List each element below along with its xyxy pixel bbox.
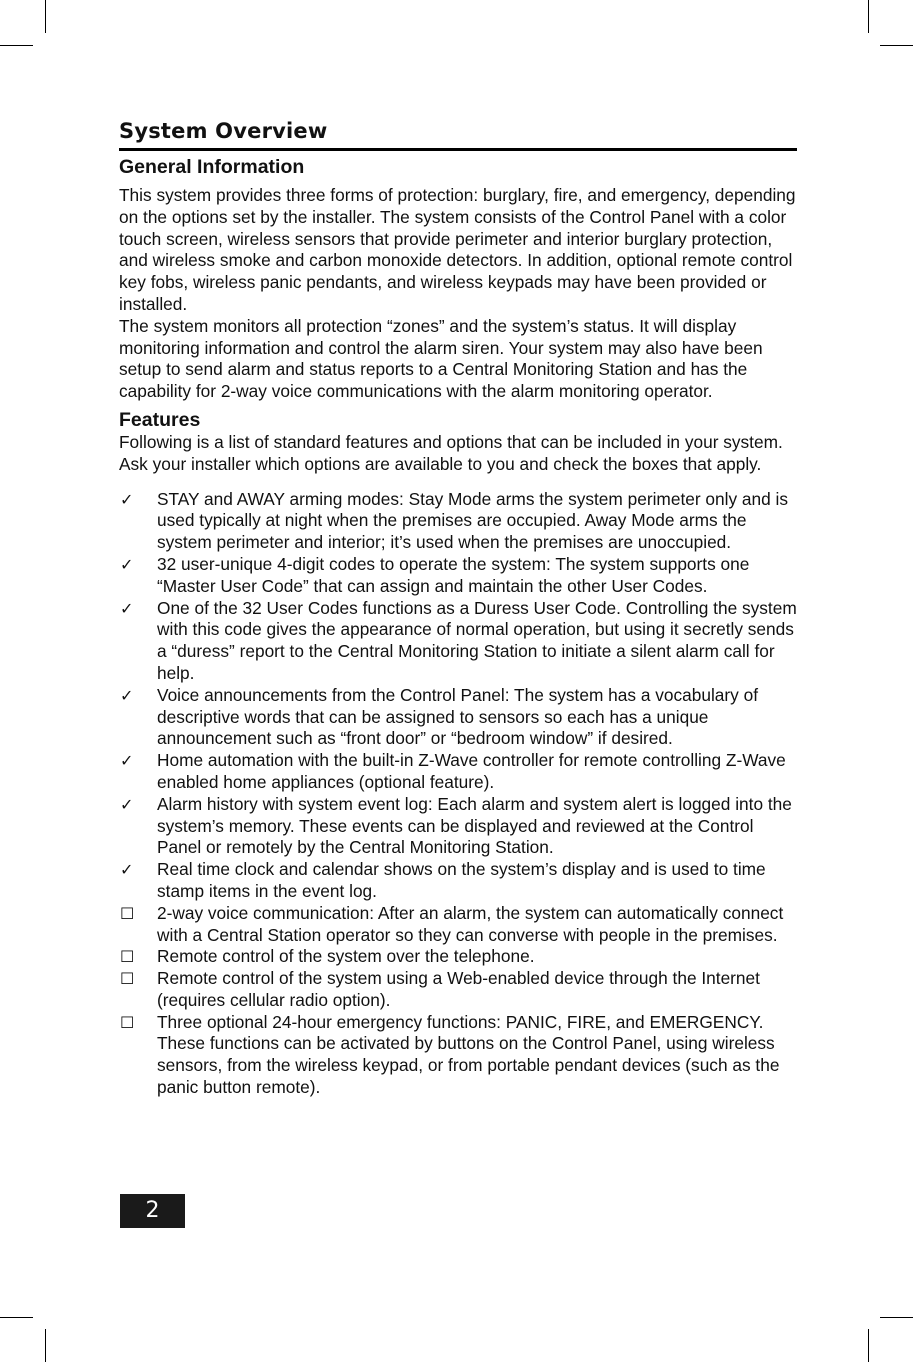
feature-text: Alarm history with system event log: Each alarm and system alert is logged into the system’s memory. These events can be displayed and reviewed at the Control Panel or remotely by the Central Monitoring Station. <box>157 793 792 858</box>
feature-list <box>119 489 797 1099</box>
list-item <box>119 598 797 685</box>
list-item <box>119 903 797 947</box>
feature-text: Remote control of the system over the telephone. <box>157 946 535 967</box>
crop-mark <box>0 45 33 46</box>
list-item <box>119 685 797 750</box>
checkmark-icon: ✓ <box>120 598 134 618</box>
feature-text: Home automation with the built-in Z-Wave controller for remote controlling Z-Wave enabled home appliances (optional feature). <box>157 750 786 792</box>
general-information-heading: General Information <box>119 156 305 178</box>
crop-mark <box>45 0 46 33</box>
list-item <box>119 946 797 968</box>
feature-text: STAY and AWAY arming modes: Stay Mode arms the system perimeter only and is used typically at night when the premises are occupied. Away Mode arms the system perimeter and interior; it’s used when the premises are unoccupied. <box>157 488 789 553</box>
checkmark-icon: ✓ <box>120 554 134 574</box>
feature-text: Three optional 24-hour emergency functions: PANIC, FIRE, and EMERGENCY. These functions can be activated by buttons on the Control Panel, using wireless sensors, from the wireless keypad, or from portable pendant devices (such as the panic button remote). <box>157 1011 780 1098</box>
feature-text: Real time clock and calendar shows on the system’s display and is used to time stamp items in the event log. <box>157 859 766 901</box>
crop-mark <box>868 0 869 33</box>
checkbox-icon: ☐ <box>120 969 135 989</box>
page-title: System Overview <box>119 119 328 143</box>
features-heading: Features <box>119 408 201 431</box>
list-item <box>119 1012 797 1099</box>
title-rule <box>119 148 797 151</box>
list-item <box>119 859 797 903</box>
page-number: 2 <box>120 1194 185 1228</box>
feature-text: One of the 32 User Codes functions as a Duress User Code. Controlling the system with this code gives the appearance of normal operation, but using it secretly sends a “duress” report to the Central Monitoring Station to initiate a silent alarm call for help. <box>157 597 797 683</box>
checkmark-icon: ✓ <box>120 685 134 705</box>
crop-mark <box>880 1317 913 1318</box>
checkbox-icon: ☐ <box>120 1012 135 1032</box>
checkmark-icon: ✓ <box>120 860 134 880</box>
general-paragraph-1: This system provides three forms of protection: burglary, fire, and emergency, depending on the options set by the installer. The system consists of the Control Panel with a color touch screen, wireless sensors that provide perimeter and interior burglary protection, and wireless smoke and carbon monoxide detectors. In addition, optional remote control key fobs, wireless panic pendants, and wireless keypads may have been provided or installed. <box>119 185 796 314</box>
crop-mark <box>868 1329 869 1362</box>
crop-mark <box>45 1329 46 1362</box>
list-item <box>119 489 797 554</box>
list-item <box>119 750 797 794</box>
list-item <box>119 968 797 1012</box>
checkmark-icon: ✓ <box>120 794 134 814</box>
list-item <box>119 794 797 859</box>
checkbox-icon: ☐ <box>120 947 135 967</box>
list-item <box>119 554 797 598</box>
features-intro: Following is a list of standard features and options that can be included in your system. Ask your installer which options are available to you and check the boxes that apply. <box>119 431 783 474</box>
document-page <box>119 117 797 1099</box>
checkmark-icon: ✓ <box>120 489 134 509</box>
feature-text: Voice announcements from the Control Panel: The system has a vocabulary of descriptive words that can be assigned to sensors so each has a unique announcement such as “front door” or “bedroom window” if desired. <box>157 684 759 749</box>
feature-text: Remote control of the system using a Web-enabled device through the Internet (requires cellular radio option). <box>157 968 760 1010</box>
feature-text: 32 user-unique 4-digit codes to operate the system: The system supports one “Master User Code” that can assign and maintain the other User Codes. <box>157 553 750 596</box>
checkbox-icon: ☐ <box>120 903 135 923</box>
general-paragraph-2: The system monitors all protection “zones” and the system’s status. It will display monitoring information and control the alarm siren. Your system may also have been setup to send alarm and status reports to a Central Monitoring Station and has the capability for 2-way voice communications with the alarm monitoring operator. <box>119 315 763 402</box>
crop-mark <box>880 45 913 46</box>
feature-text: 2-way voice communication: After an alarm, the system can automatically connect with a Central Station operator so they can converse with people in the premises. <box>157 902 784 945</box>
crop-mark <box>0 1317 33 1318</box>
checkmark-icon: ✓ <box>120 751 134 771</box>
